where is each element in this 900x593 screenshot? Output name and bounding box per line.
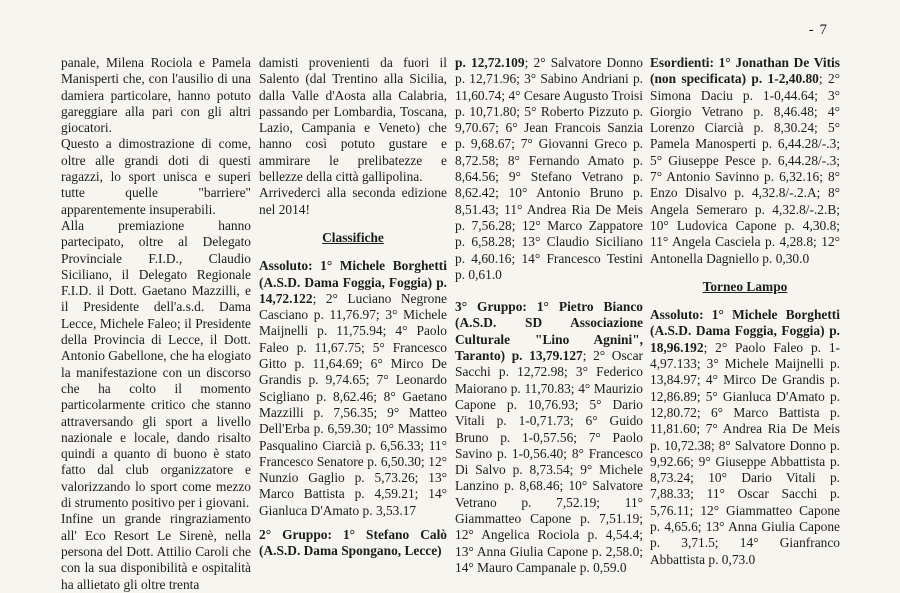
ranking-esordienti [650,55,840,267]
column-1 [61,55,251,593]
paragraph: panale, Milena Rociola e Pamela Manisperti che, con l'ausilio di una damiera particolare, hanno potuto gareggiare alla pari con gli altri giocatori. [61,55,251,136]
section-heading-torneo-lampo: Torneo Lampo [702,278,788,294]
paragraph: Questo a dimostrazione di come, oltre alle grandi doti di questi ragazzi, lo sport unisca e superi tutte quelle "barriere" apparentemente insuperabili. [61,136,251,217]
column-3 [455,55,643,576]
ranking-gruppo-2 [259,527,447,560]
ranking-winner: 3° Gruppo: 1° Pietro Bianco (A.S.D. SD Associazione Culturale "Lino Agnini", Taranto) p. 13,79.127 [455,299,643,364]
paragraph: Infine un grande ringraziamento all' Eco Resort Le Sirenè, nella persona del Dott. Attilio Caroli che con la sua disponibilità e ospitalità ha allietato gli oltre trenta [61,511,251,592]
ranking-rest: ; 2° Paolo Faleo p. 1-4,97.133; 3° Michele Maijnelli p. 13,84.97; 4° Mirco De Grandis p. 12,86.89; 5° Gianluca D'Amato p. 12,80.72; 6° Marco Battista p. 11,81.60; 7° Andrea Ria De Meis p. 10,72.38; 8° Salvatore Donno p. 9,92.66; 9° Giuseppe Abbattista p. 8,73.24; 10° Dario Vitali p. 7,88.33; 11° Oscar Sacchi p. 5,76.11; 12° Giammatteo Capone p. 4,65.6; 13° Anna Giulia Capone p. 3,71.5; 14° Gianfranco Abbattista p. 0,73.0 [650,339,840,567]
paragraph: damisti provenienti da fuori il Salento (dal Trentino alla Sicilia, dalla Valle d'Aosta alla Calabria, passando per Lombardia, Toscana, Lazio, Campania e Veneto) che hanno così potuto gustare e ammirare le prelibatezze e bellezze della città gallipolina. [259,55,447,185]
paragraph: Alla premiazione hanno partecipato, oltre al Delegato Provinciale F.I.D., Claudio Siciliano, il Delegato Regionale F.I.D. il Dott. Gaetano Mazzilli, e il Presidente dell'a.s.d. Dama Lecce, Michele Faleo; il Presidente della Provincia di Lecce, il Dott. Antonio Gabellone, che ha elogiato la manifestazione con un discorso che ha colto il momento particolarmente critico che stanno attraversando gli sport a livello nazionale e locale, dando risalto quindi a quanto di buono è stato fatto dal club organizzatore e valorizzando lo sport come mezzo di strumento positivo per i giovani. [61,217,252,511]
column-4 [650,55,840,568]
ranking-winner-score: p. 12,72.109 [455,55,525,70]
ranking-rest: ; 2° Simona Daciu p. 1-0,44.64; 3° Giorgio Vetrano p. 8,46.48; 4° Lorenzo Ciarcià p. 8,30.24; 5° Pamela Manosperti p. 6,44.28/-.3; 5° Giuseppe Pesce p. 6,44.28/-.3; 7° Antonio Savinno p. 6,32.16; 8° Enzo Disalvo p. 4,32.8/-.2.A; 8° Angela Semeraro p. 4,32.8/-.2.B; 10° Ludovica Capone p. 4,30.8; 11° Angela Casciela p. 4,28.8; 12° Antonella Dagniello p. 0,30.0 [650,71,840,266]
ranking-rest: ; 2° Salvatore Donno p. 12,71.96; 3° Sabino Andriani p. 11,60.74; 4° Cesare Augusto Troisi p. 10,71.80; 5° Roberto Pizzuto p. 9,70.67; 6° Jean Francois Sanzia p. 9,68.67; 7° Giovanni Greco p. 8,72.58; 8° Fernando Amato p. 8,64.56; 9° Stefano Vetrano p. 8,62.42; 10° Antonio Bruno p. 8,51.43; 11° Andrea Ria De Meis p. 7,56.28; 12° Marco Zappatore p. 6,58.28; 13° Claudio Siciliano p. 4,60.16; 14° Francesco Testini p. 0,61.0 [455,55,643,282]
ranking-rest: ; 2° Oscar Sacchi p. 12,72.98; 3° Federico Maiorano p. 11,70.83; 4° Maurizio Capone p. 10,76.93; 5° Dario Vitali p. 1-0,71.73; 6° Guido Bruno p. 1-0,57.56; 7° Paolo Savino p. 1-0,56.40; 8° Francesco Di Salvo p. 8,73.54; 9° Michele Lanzino p. 8,68.46; 10° Salvatore Vetrano p. 7,52.19; 11° Giammatteo Capone p. 7,51.19; 12° Angelica Rociola p. 4,54.4; 13° Anna Giulia Capone p. 2,58.0; 14° Mauro Campanale p. 0,59.0 [455,348,643,575]
ranking-assoluto [259,258,447,519]
ranking-gruppo-3 [455,299,643,576]
ranking-rest: ; 2° Luciano Negrone Casciano p. 11,76.97; 3° Michele Maijnelli p. 11,75.94; 4° Paolo Faleo p. 11,67.75; 5° Francesco Gitto p. 11,64.69; 6° Mirco De Grandis p. 9,74.65; 7° Leonardo Scigliano p. 8,62.46; 8° Gaetano Mazzilli p. 7,56.35; 9° Matteo Dell'Erba p. 6,59.30; 10° Massimo Pasqualino Ciarcià p. 6,56.33; 11° Francesco Senatore p. 6,50.30; 12° Nunzio Gaglio p. 5,73.26; 13° Marco Battista p. 4,59.21; 14° Gianluca D'Amato p. 3,53.17 [259,290,447,518]
page-number: - 7 [808,22,828,38]
ranking-lampo [650,307,840,568]
ranking-winner: Esordienti: 1° Jonathan De Vitis (non specificata) p. 1-2,40.80 [650,55,840,87]
ranking-winner: Assoluto: 1° Michele Borghetti (A.S.D. Dama Foggia, Foggia) p. 18,96.192 [650,307,840,355]
paragraph: Arrivederci alla seconda edizione nel 2014! [259,185,447,217]
ranking-winner: Assoluto: 1° Michele Borghetti (A.S.D. Dama Foggia, Foggia) p. 14,72.122 [259,258,447,306]
section-heading-classifiche: Classifiche [322,229,384,245]
ranking-gruppo-2-cont [455,55,643,283]
ranking-winner: 2° Gruppo: 1° Stefano Calò (A.S.D. Dama Spongano, Lecce) [259,527,447,559]
column-2 [259,55,447,560]
